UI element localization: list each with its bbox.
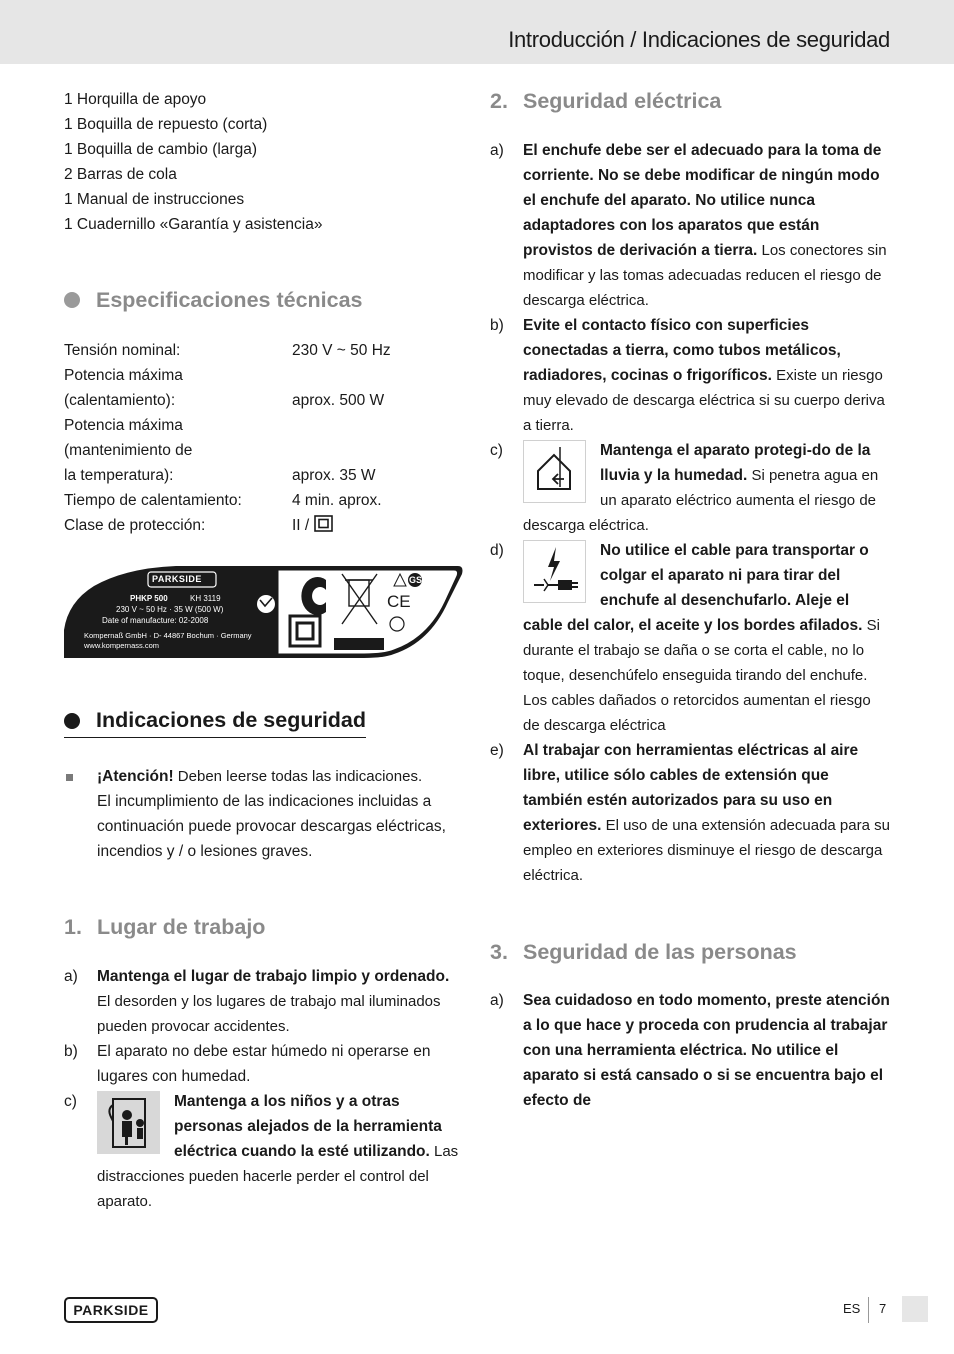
section-1-heading: 1. Lugar de trabajo: [64, 914, 266, 939]
language-code: ES: [843, 1301, 861, 1316]
list-item: b) Evite el contacto físico con superficies conectadas a tierra, como tubos metálicos, radiadores, cocinas o frigoríficos. Existe un riesgo muy elevado de descarga eléctrica si su cuerpo deriva a tierra.: [490, 317, 885, 434]
list-item: a) Mantenga el lugar de trabajo limpio y ordenado. El desorden y los lugares de trabajo mal iluminados pueden provocar accidentes.: [64, 968, 450, 1035]
specs-heading: Especificaciones técnicas: [64, 285, 464, 315]
list-item: 1 Manual de instrucciones: [64, 191, 245, 208]
list-item: c) Mantenga el aparato protegi-do de la lluvia y la humedad. Si penetra agua en un aparato eléctrico aumenta el riesgo de descarga eléctrica.: [490, 442, 879, 534]
list-item: 1 Horquilla de apoyo: [64, 91, 207, 108]
page-number: 7: [879, 1301, 887, 1316]
footer-tab-marker: [902, 1296, 928, 1322]
spec-row: (calentamiento): aprox. 500 W: [64, 392, 385, 409]
plate-date: Date of manufacture: 02-2008: [102, 616, 209, 625]
plate-rating: 230 V ~ 50 Hz · 35 W (500 W): [116, 605, 224, 614]
spec-row: Tensión nominal: 230 V ~ 50 Hz: [64, 342, 391, 359]
section-3-items: [490, 988, 890, 1113]
page-title: Introducción / Indicaciones de seguridad: [508, 27, 890, 52]
attention-note: ¡Atención! Deben leerse todas las indicaciones. El incumplimiento de las indicaciones incluidas a continuación puede provocar descargas eléctricas, incendios y / o lesiones graves.: [64, 764, 464, 864]
list-item: 1 Boquilla de repuesto (corta): [64, 116, 268, 133]
safety-heading: Indicaciones de seguridad: [64, 708, 366, 738]
spec-row: Tiempo de calentamiento: 4 min. aprox.: [64, 492, 382, 509]
spec-row: Potencia máxima: [64, 367, 183, 384]
list-item: d) No utilice el cable para transportar o colgar el aparato ni para tirar del enchufe al desenchufarlo. Aleje el cable del calor, el aceite y los bordes afilados. Si durante el trabajo se daña o se corta el cable, no lo toque, desenchúfelo enseguida tirando del enchufe. Los cables dañados o retorcidos aumentan el riesgo de descarga eléctrica: [490, 542, 880, 734]
list-item: a) El enchufe debe ser el adecuado para la toma de corriente. No se debe modificar de ningún modo el enchufe del aparato. No utilice nunca adaptadores con los aparatos que están provistos de derivación a tierra. Los conectores sin modificar y las tomas adecuadas reducen el riesgo de descarga eléctrica.: [490, 142, 887, 309]
spec-row: la temperatura): aprox. 35 W: [64, 467, 376, 484]
list-item: c) Mantenga a los niños y a otras personas alejados de la herramienta eléctrica cuando la esté utilizando. Las distracciones pueden hacerle perder el control del aparato.: [64, 1093, 459, 1210]
brand-logo: PARKSIDE: [64, 1297, 158, 1323]
list-item: b) El aparato no debe estar húmedo ni operarse en lugares con humedad.: [64, 1043, 431, 1085]
left-column: [64, 86, 464, 538]
bullet-icon: [64, 713, 80, 729]
section-1-items: [64, 964, 464, 1214]
plate-web: www.kompernass.com: [84, 641, 160, 650]
specs-table: [64, 338, 464, 538]
square-bullet-icon: [64, 764, 97, 864]
contents-list: [64, 87, 464, 237]
list-item: 1 Boquilla de cambio (larga): [64, 141, 257, 158]
spec-row: (mantenimiento de: [64, 442, 193, 459]
footer-divider: [868, 1297, 869, 1323]
plate-maker: Kompernaß GmbH · D- 44867 Bochum · Germany: [84, 631, 252, 640]
keep-dry-icon: [523, 440, 586, 503]
right-column: [490, 86, 890, 1113]
gs-mark: GS: [409, 575, 423, 585]
section-3-heading: 3. Seguridad de las personas: [490, 939, 797, 964]
list-item: 1 Cuadernillo «Garantía y asistencia»: [64, 216, 323, 233]
section-2-heading: 2. Seguridad eléctrica: [490, 88, 722, 113]
plate-code: KH 3119: [190, 594, 221, 603]
plate-brand: PARKSIDE: [152, 574, 202, 584]
list-item: a) Sea cuidadoso en todo momento, preste atención a lo que hace y proceda con prudencia al trabajar con una herramienta eléctrica. No utilice el aparato si está cansado o si se encuentra bajo el efecto de: [490, 992, 890, 1109]
left-column-lower: [64, 708, 464, 1214]
rating-plate: [64, 566, 464, 659]
bullet-icon: [64, 292, 80, 308]
class-ii-icon: [314, 515, 333, 532]
plate-model: PHKP 500: [130, 594, 168, 603]
cable-hazard-icon: [523, 540, 586, 603]
spec-row: Clase de protección: II /: [64, 513, 464, 538]
ce-mark: CE: [387, 592, 411, 611]
spec-row: Potencia máxima: [64, 417, 183, 434]
list-item: 2 Barras de cola: [64, 166, 177, 183]
list-item: e) Al trabajar con herramientas eléctricas al aire libre, utilice sólo cables de extensión que también estén autorizados para su uso en exteriores. El uso de una extensión adecuada para su empleo en exteriores disminuye el riesgo de descarga eléctrica.: [490, 742, 890, 884]
children-warning-icon: [97, 1091, 160, 1154]
section-2-items: [490, 138, 890, 888]
